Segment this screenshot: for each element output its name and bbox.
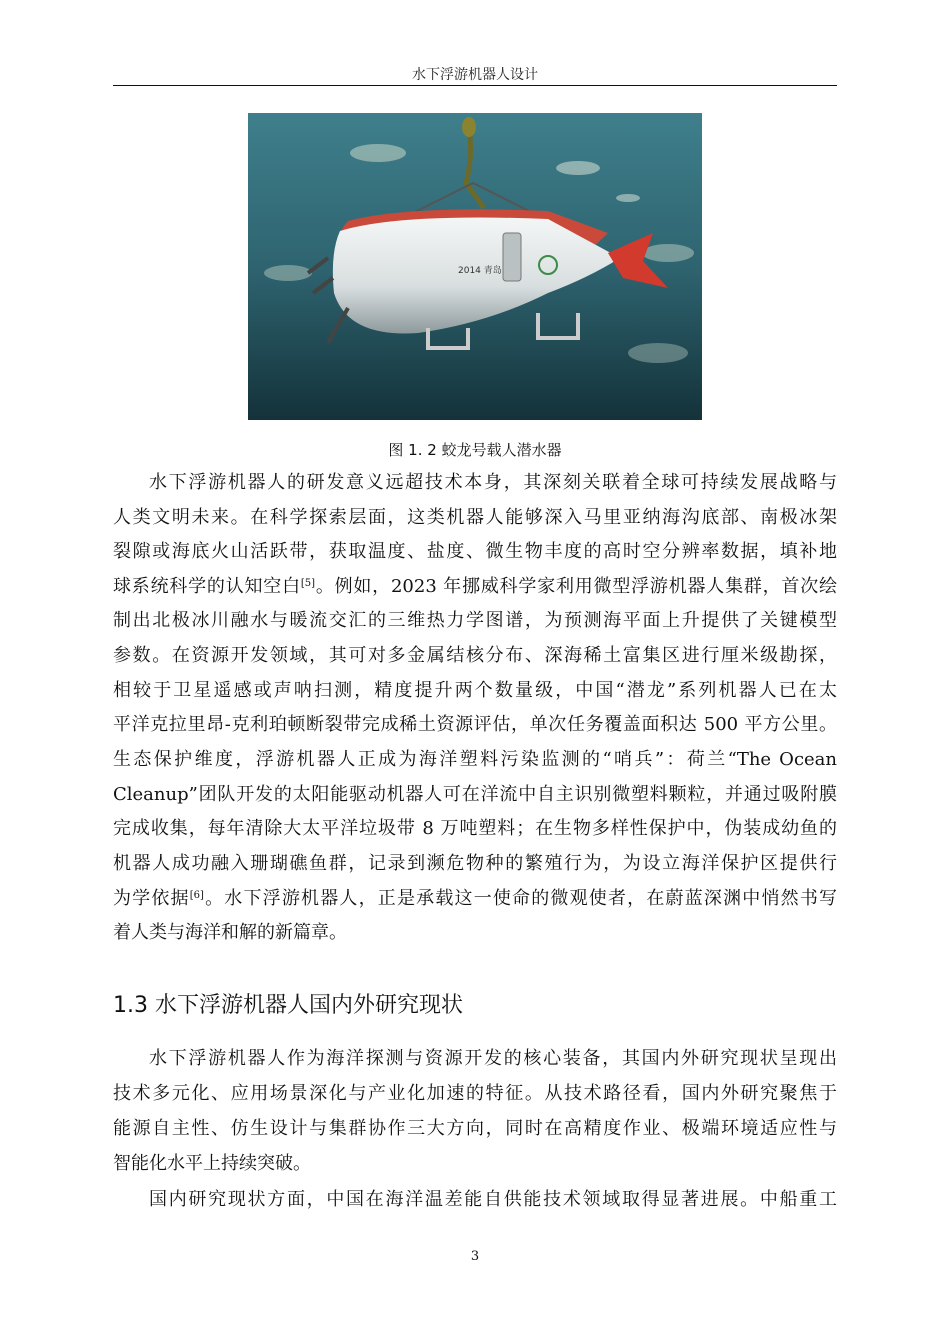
section-heading: 1.3 水下浮游机器人国内外研究现状 (113, 993, 463, 1018)
header-rule (113, 85, 837, 86)
figure-submersible-photo (248, 113, 702, 420)
paragraph-line: 人类文明未来。在科学探索层面，这类机器人能够深入马里亚纳海沟底部、南极冰架 (113, 507, 837, 528)
hull-marking: 2014 青岛 (458, 266, 502, 276)
paragraph-line (113, 576, 837, 598)
paragraph-line: 水下浮游机器人作为海洋探测与资源开发的核心装备，其国内外研究现状呈现出 (149, 1048, 837, 1069)
paragraph-line: 相较于卫星遥感或声呐扫测，精度提升两个数量级，中国“潜龙”系列机器人已在太 (113, 680, 837, 701)
citation-5: [5] (300, 578, 316, 589)
paragraph-line: Cleanup”团队开发的太阳能驱动机器人可在洋流中自主识别微塑料颗粒，并通过吸附膜 (113, 784, 837, 805)
text-span: 。水下浮游机器人，正是承载这一使命的微观使者，在蔚蓝深渊中悄然书写 (203, 888, 838, 909)
figure-caption: 图 1. 2 蛟龙号载人潜水器 (388, 441, 562, 459)
page-number: 3 (470, 1249, 480, 1264)
text-span: 球系统科学的认知空白 (113, 576, 301, 597)
citation-6: [6] (189, 890, 204, 901)
text-span: 为学依据 (113, 888, 190, 909)
paragraph-line: 技术多元化、应用场景深化与产业化加速的特征。从技术路径看，国内外研究聚焦于 (113, 1083, 837, 1104)
paragraph-line: 着人类与海洋和解的新篇章。 (113, 922, 347, 943)
paragraph-line (113, 888, 837, 910)
running-header: 水下浮游机器人设计 (412, 67, 538, 83)
submersible-illustration (248, 113, 702, 420)
paragraph-line: 裂隙或海底火山活跃带，获取温度、盐度、微生物丰度的高时空分辨率数据，填补地 (113, 541, 837, 562)
paragraph-line: 机器人成功融入珊瑚礁鱼群，记录到濒危物种的繁殖行为，为设立海洋保护区提供行 (113, 853, 837, 874)
paragraph-line: 国内研究现状方面，中国在海洋温差能自供能技术领域取得显著进展。中船重工 (149, 1189, 837, 1210)
paragraph-line: 制出北极冰川融水与暖流交汇的三维热力学图谱，为预测海平面上升提供了关键模型 (113, 610, 837, 631)
paragraph-line: 生态保护维度，浮游机器人正成为海洋塑料污染监测的“哨兵”：荷兰“The Ocean (113, 749, 837, 770)
text-span: 。例如，2023 年挪威科学家利用微型浮游机器人集群，首次绘 (315, 576, 837, 597)
paragraph-line: 平洋克拉里昂-克利珀顿断裂带完成稀土资源评估，单次任务覆盖面积达 500 平方公里。 (113, 714, 837, 735)
paragraph-line: 完成收集，每年清除大太平洋垃圾带 8 万吨塑料；在生物多样性保护中，伪装成幼鱼的 (113, 818, 837, 839)
paragraph-line: 水下浮游机器人的研发意义远超技术本身，其深刻关联着全球可持续发展战略与 (149, 472, 837, 493)
paragraph-line: 智能化水平上持续突破。 (113, 1153, 311, 1174)
paragraph-line: 能源自主性、仿生设计与集群协作三大方向，同时在高精度作业、极端环境适应性与 (113, 1118, 837, 1139)
paragraph-line: 参数。在资源开发领域，其可对多金属结核分布、深海稀土富集区进行厘米级勘探， (113, 645, 837, 666)
